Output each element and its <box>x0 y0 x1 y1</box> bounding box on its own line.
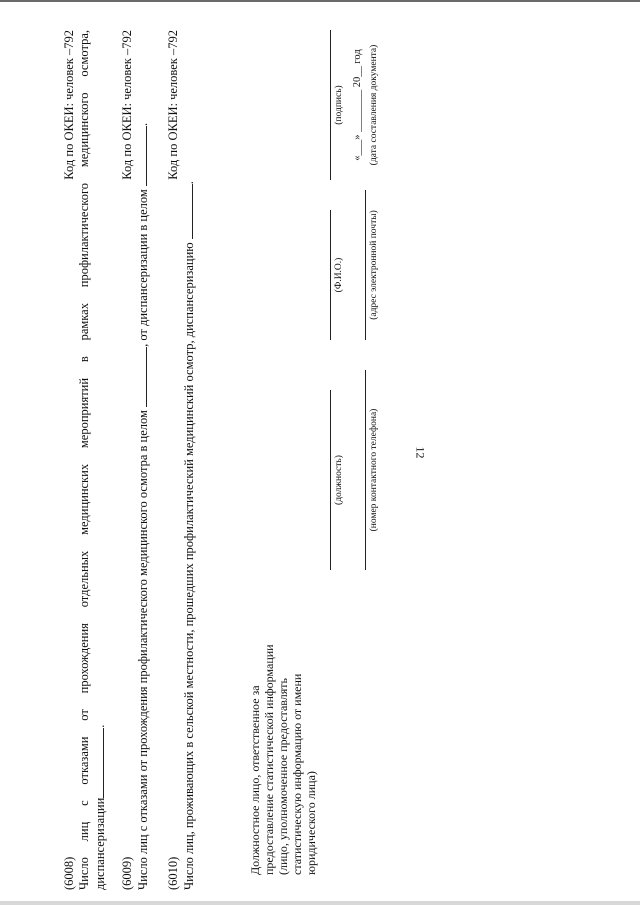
phone-caption: (номер контактного телефона) <box>369 408 379 532</box>
responsible-person-text: Должностное лицо, ответственное за предоставление статистической информации (лицо, уполномоченное предоставлять статистическую информацию от имени юридического лица) <box>248 644 318 875</box>
okei-6009: Код по ОКЕИ: человек –792 <box>120 30 134 180</box>
signature-line <box>330 30 331 180</box>
fio-line <box>330 210 331 340</box>
scan-edge-bottom <box>0 901 640 905</box>
blank-6009-a <box>135 347 147 407</box>
document-sheet <box>60 20 390 890</box>
item-6010: Код по ОКЕИ: человек –792 (6010) Число лиц, проживающих в сельской местности, прошедших профилактический медицинский осмотр, диспансеризацию . <box>166 30 196 890</box>
position-caption: (должность) <box>334 455 344 505</box>
fio-caption: (Ф.И.О.) <box>334 257 344 293</box>
phone-line <box>365 370 366 570</box>
page-number: 12 <box>413 446 428 459</box>
email-caption: (адрес электронной почты) <box>369 210 379 320</box>
okei-6010: Код по ОКЕИ: человек –792 <box>166 30 180 180</box>
blank-6008 <box>92 728 104 798</box>
text-6009-part1: Число лиц с отказами от прохождения профилактического медицинского осмотра в целом <box>136 410 150 890</box>
date-field: «___» ________ 20__ год <box>352 49 363 161</box>
scan-edge-top <box>0 0 640 2</box>
text-6010: Число лиц, проживающих в сельской местности, прошедших профилактический медицинский осмотр, диспансеризацию <box>182 242 196 890</box>
blank-6010 <box>181 184 193 239</box>
code-6008: (6008) <box>62 856 76 890</box>
blank-6009-b <box>135 126 147 186</box>
text-6009-part2: , от диспансеризации в целом <box>136 189 150 347</box>
okei-6008: Код по ОКЕИ: человек –792 <box>62 30 76 180</box>
code-6009: (6009) <box>120 856 134 890</box>
text-6008-line2: диспансеризации <box>93 797 107 890</box>
item-6009: Код по ОКЕИ: человек –792 (6009) Число лиц с отказами от прохождения профилактического медицинского осмотра в целом , от диспансеризации в целом . <box>120 30 150 890</box>
item-6008: Код по ОКЕИ: человек –792 (6008) Число лиц с отказами от прохождения отдельных медицинских мероприятий в рамках профилактического медицинского осмотра, диспансеризации. <box>62 30 107 890</box>
email-line <box>365 190 366 340</box>
text-6008-line1: Число лиц с отказами от прохождения отдельных медицинских мероприятий в рамках профилактического медицинского осмотра, <box>77 30 91 890</box>
signature-caption: (подпись) <box>334 85 344 125</box>
code-6010: (6010) <box>166 856 180 890</box>
date-caption: (дата составления документа) <box>369 44 379 166</box>
position-line <box>330 390 331 570</box>
